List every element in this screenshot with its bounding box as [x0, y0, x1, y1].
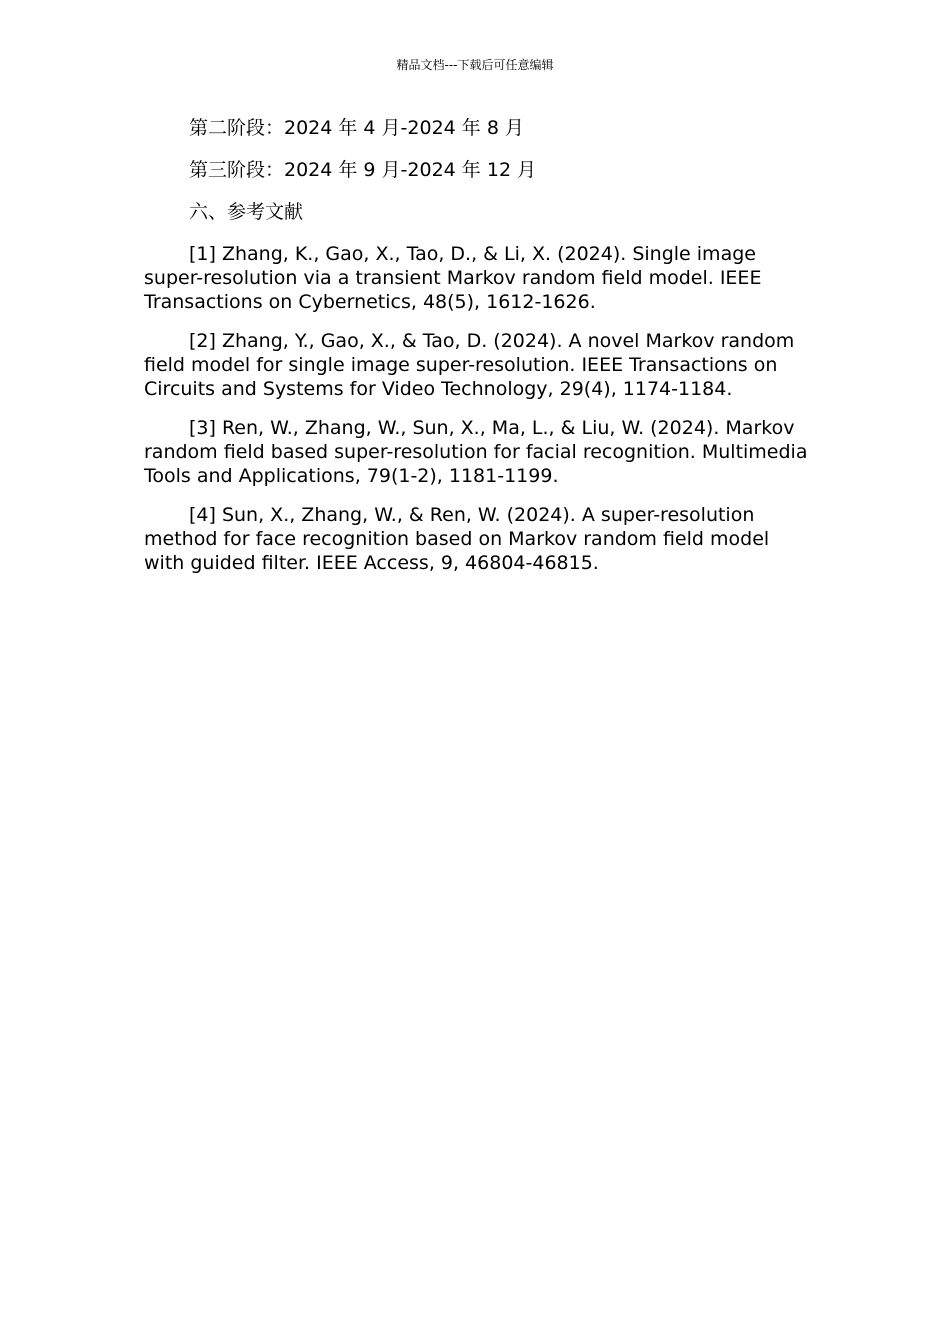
schedule-stage-2: 第二阶段：2024 年 4 月-2024 年 8 月 [189, 117, 524, 139]
reference-item: [3] Ren, W., Zhang, W., Sun, X., Ma, L., & Liu, W. (2024). Markov random field based super-resolution for facial recognition. Multimedia Tools and Applications, 79(1-2), 1181-1199. [144, 417, 808, 487]
section-heading-references: 六、参考文献 [189, 201, 304, 223]
reference-item: [2] Zhang, Y., Gao, X., & Tao, D. (2024). A novel Markov random field model for single image super-resolution. IEEE Transactions on Circuits and Systems for Video Technology, 29(4), 1174-1184. [144, 330, 795, 400]
document-body [144, 116, 808, 590]
reference-item: [4] Sun, X., Zhang, W., & Ren, W. (2024). A super-resolution method for face recognition based on Markov random field model with guided filter. IEEE Access, 9, 46804-46815. [144, 504, 770, 574]
schedule-stage-3: 第三阶段：2024 年 9 月-2024 年 12 月 [189, 159, 537, 181]
reference-item: [1] Zhang, K., Gao, X., Tao, D., & Li, X. (2024). Single image super-resolution via a transient Markov random field model. IEEE Transactions on Cybernetics, 48(5), 1612-1626. [144, 243, 762, 313]
page-header: 精品文档---下载后可任意编辑 [396, 58, 554, 72]
